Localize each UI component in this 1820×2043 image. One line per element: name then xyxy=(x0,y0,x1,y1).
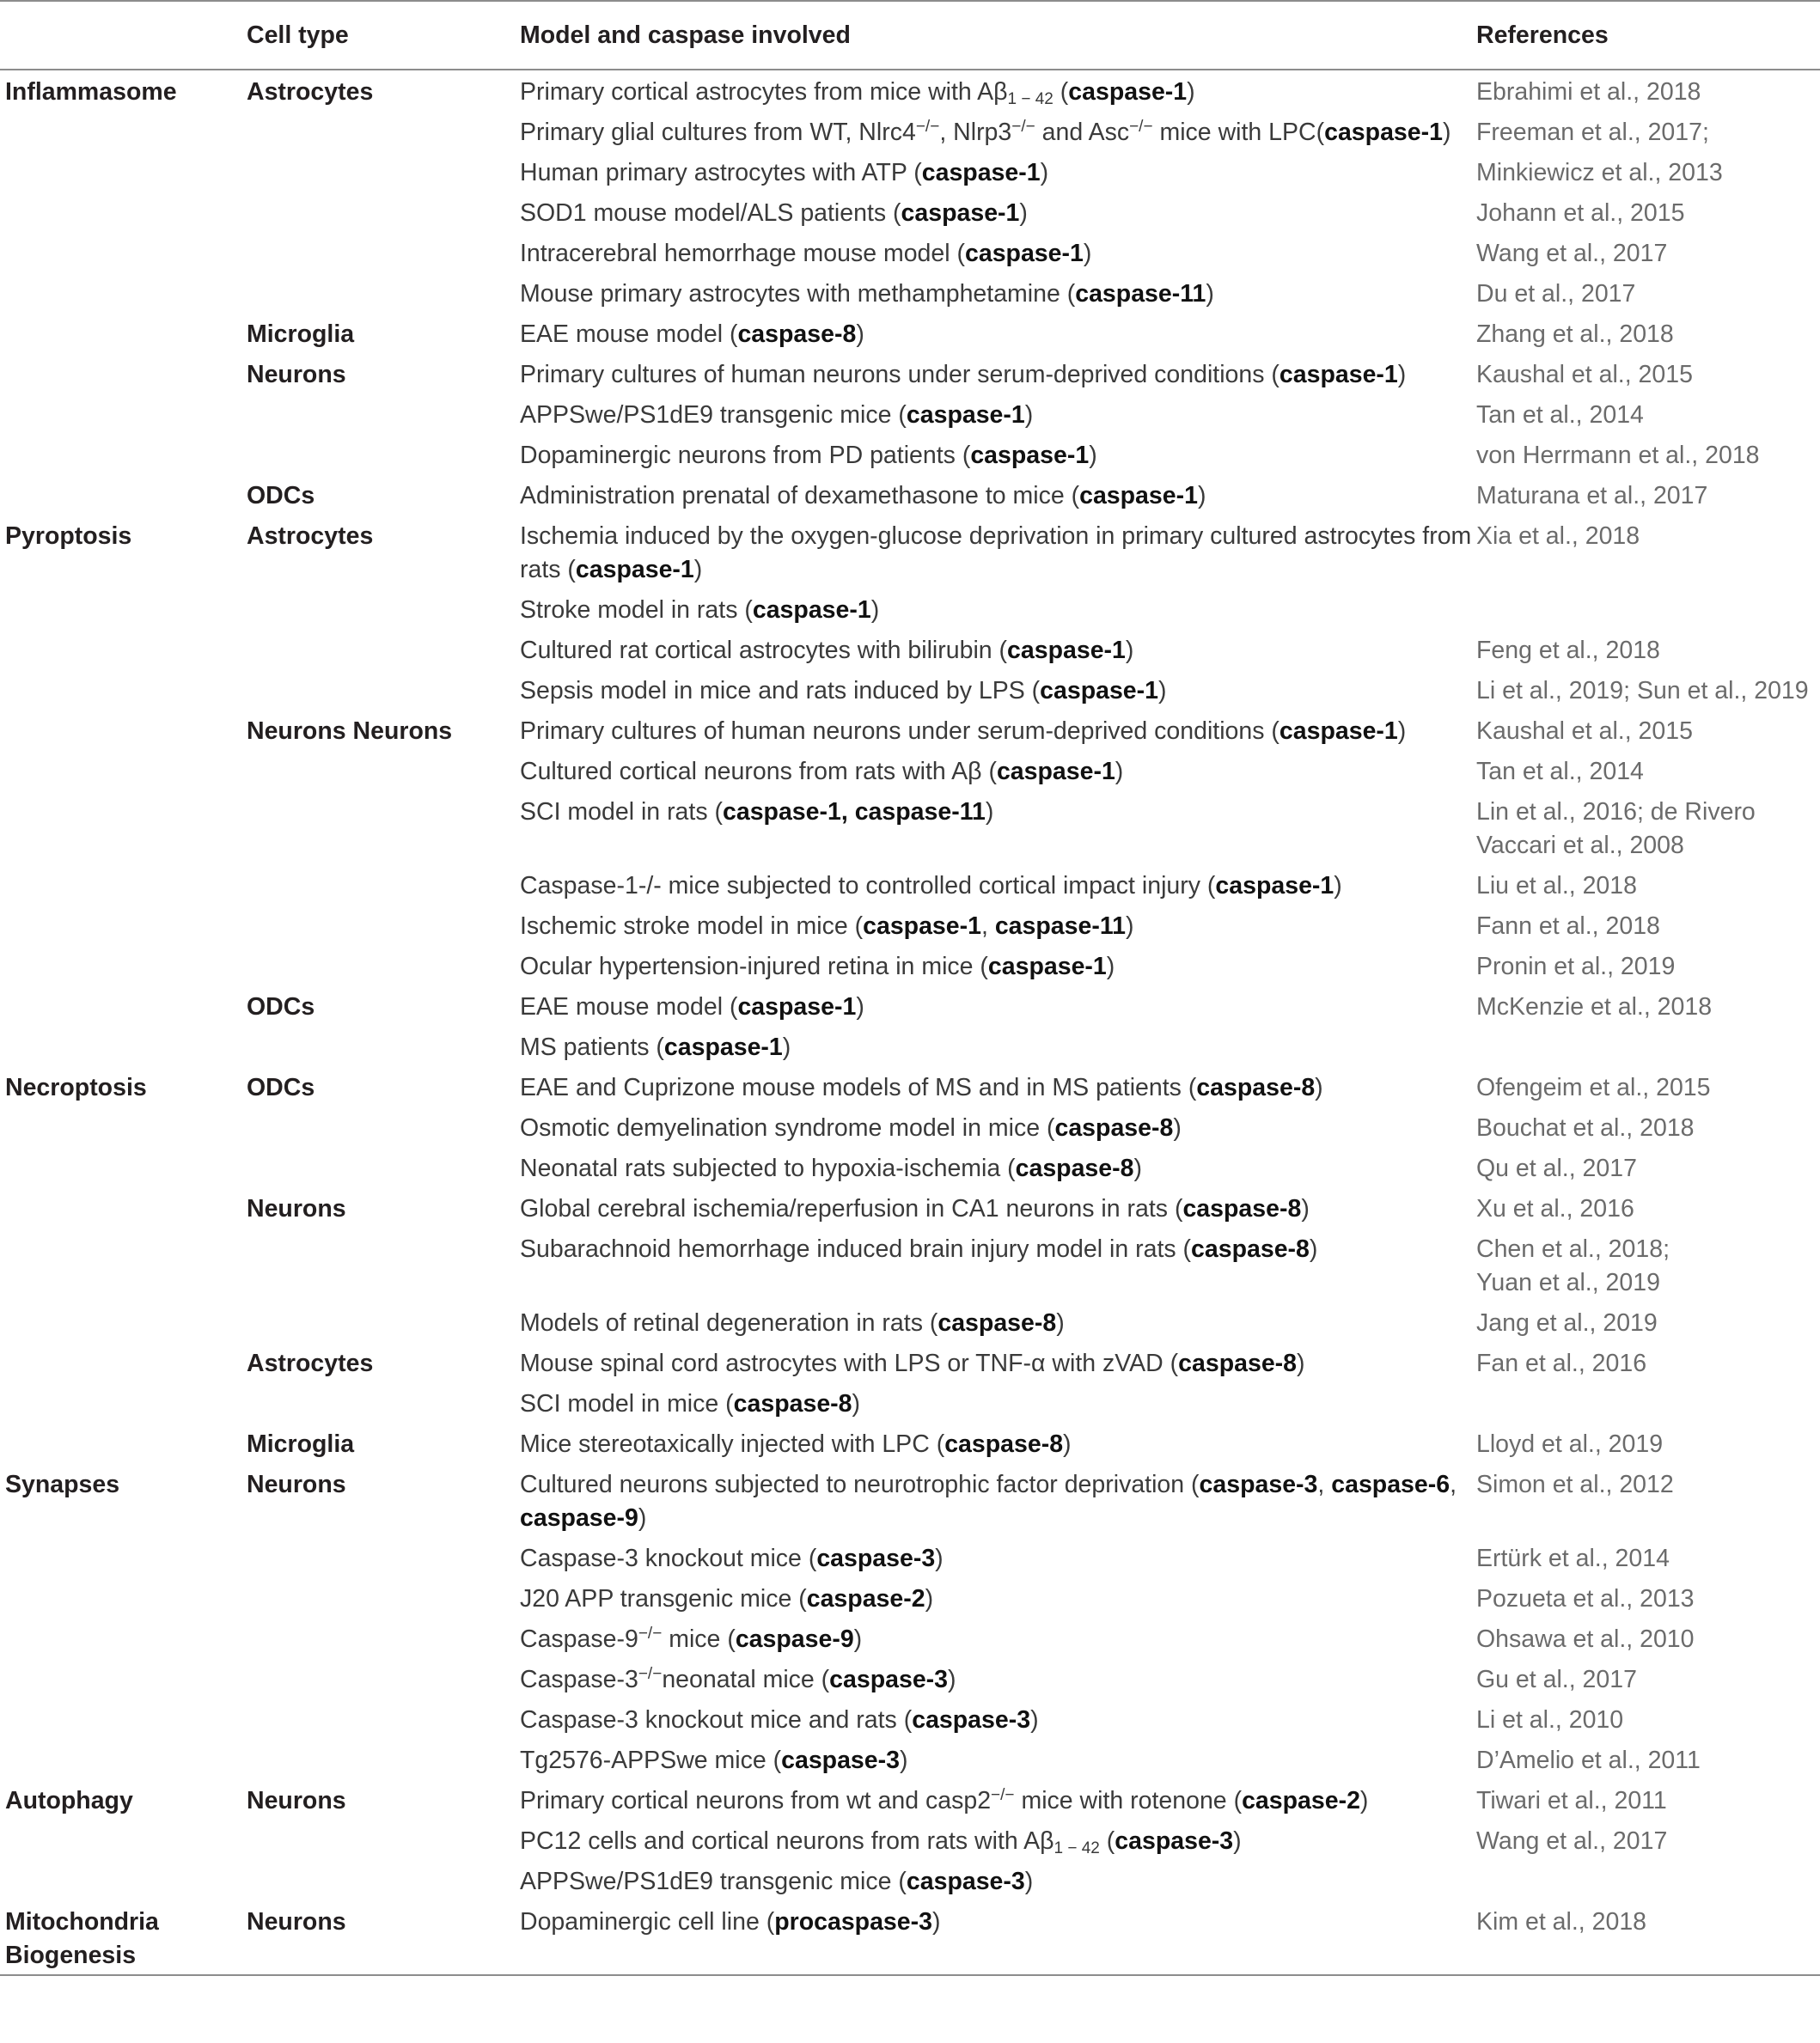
model-cell: APPSwe/PS1dE9 transgenic mice (caspase-1) xyxy=(520,401,1034,429)
category-cell xyxy=(0,1026,247,1066)
table-row xyxy=(0,1187,1820,1228)
model-cell: Dopaminergic neurons from PD patients (caspase-1) xyxy=(520,442,1097,469)
table-row xyxy=(0,669,1820,710)
cell-type-cell xyxy=(247,1698,520,1739)
table-row xyxy=(0,515,1820,589)
category-cell xyxy=(0,1820,247,1860)
model-cell: Caspase-9−/− mice (caspase-9) xyxy=(520,1625,863,1653)
reference-cell: Fan et al., 2016 xyxy=(1476,1350,1647,1377)
model-cell: Caspase-3 knockout mice (caspase-3) xyxy=(520,1545,944,1572)
cell-type-cell xyxy=(247,434,520,474)
table-row xyxy=(0,945,1820,985)
table-row xyxy=(0,1698,1820,1739)
reference-cell: Du et al., 2017 xyxy=(1476,280,1636,308)
category-cell xyxy=(0,1382,247,1423)
model-cell: Sepsis model in mice and rats induced by LPS (caspase-1) xyxy=(520,677,1167,704)
category-cell xyxy=(0,1860,247,1900)
category-cell xyxy=(0,1187,247,1228)
cell-type-cell xyxy=(247,864,520,905)
reference-cell: Ofengeim et al., 2015 xyxy=(1476,1074,1711,1101)
reference-cell: Kaushal et al., 2015 xyxy=(1476,361,1693,388)
model-cell: SCI model in rats (caspase-1, caspase-11) xyxy=(520,798,994,826)
table-row xyxy=(0,1658,1820,1698)
category-cell xyxy=(0,710,247,750)
category-cell xyxy=(0,1698,247,1739)
reference-cell: Jang et al., 2019 xyxy=(1476,1309,1658,1337)
table-row xyxy=(0,1860,1820,1900)
model-cell: Mice stereotaxically injected with LPC (caspase-8) xyxy=(520,1430,1072,1458)
reference-cell: Gu et al., 2017 xyxy=(1476,1666,1637,1693)
category-cell: Autophagy xyxy=(5,1787,133,1814)
cell-type-cell xyxy=(247,1026,520,1066)
cell-type-cell xyxy=(247,905,520,945)
table-row xyxy=(0,864,1820,905)
table-row xyxy=(0,985,1820,1026)
model-cell: Osmotic demyelination syndrome model in mice (caspase-8) xyxy=(520,1114,1182,1142)
reference-cell: Wang et al., 2017 xyxy=(1476,240,1668,267)
model-cell: Stroke model in rats (caspase-1) xyxy=(520,596,880,624)
reference-cell: Wang et al., 2017 xyxy=(1476,1827,1668,1855)
cell-type-cell xyxy=(247,1618,520,1658)
category-cell xyxy=(0,985,247,1026)
cell-type-cell: Astrocytes xyxy=(247,1350,374,1377)
cell-type-cell: Neurons xyxy=(247,361,346,388)
reference-cell: Li et al., 2010 xyxy=(1476,1706,1624,1734)
category-cell xyxy=(0,589,247,629)
table-row xyxy=(0,1066,1820,1107)
header-category xyxy=(0,1,247,70)
reference-cell: Pronin et al., 2019 xyxy=(1476,953,1676,980)
model-cell: Ischemic stroke model in mice (caspase-1, caspase-11) xyxy=(520,912,1134,940)
category-cell xyxy=(0,1739,247,1779)
cell-type-cell xyxy=(247,1860,520,1900)
reference-cell: Freeman et al., 2017; xyxy=(1476,119,1709,146)
table-row xyxy=(0,1423,1820,1463)
cell-type-cell xyxy=(247,192,520,232)
cell-type-cell: ODCs xyxy=(247,993,315,1021)
category-cell xyxy=(0,669,247,710)
table-row xyxy=(0,905,1820,945)
reference-cell: Tan et al., 2014 xyxy=(1476,758,1644,785)
reference-cell: Maturana et al., 2017 xyxy=(1476,482,1708,509)
model-cell: Subarachnoid hemorrhage induced brain injury model in rats (caspase-8) xyxy=(520,1235,1318,1263)
table-row xyxy=(0,474,1820,515)
model-cell: Ocular hypertension-injured retina in mice (caspase-1) xyxy=(520,953,1115,980)
cell-type-cell xyxy=(247,151,520,192)
model-cell: Primary glial cultures from WT, Nlrc4−/−, Nlrp3−/− and Asc−/− mice with LPC(caspase-1) xyxy=(520,118,1451,146)
category-cell xyxy=(0,1618,247,1658)
model-cell: EAE and Cuprizone mouse models of MS and in MS patients (caspase-8) xyxy=(520,1074,1323,1101)
model-cell: Caspase-3−/−neonatal mice (caspase-3) xyxy=(520,1665,956,1693)
category-cell xyxy=(0,1147,247,1187)
table-row xyxy=(0,1537,1820,1577)
cell-type-cell xyxy=(247,1107,520,1147)
cell-type-cell xyxy=(247,790,520,864)
category-cell xyxy=(0,313,247,353)
model-cell: Global cerebral ischemia/reperfusion in CA1 neurons in rats (caspase-8) xyxy=(520,1195,1310,1223)
reference-cell: McKenzie et al., 2018 xyxy=(1476,993,1713,1021)
model-cell: Primary cultures of human neurons under serum-deprived conditions (caspase-1) xyxy=(520,717,1407,745)
cell-type-cell xyxy=(247,1820,520,1860)
reference-cell: Pozueta et al., 2013 xyxy=(1476,1585,1695,1613)
category-cell: Pyroptosis xyxy=(5,522,132,550)
model-cell: Primary cortical neurons from wt and casp2−/− mice with rotenone (caspase-2) xyxy=(520,1786,1369,1814)
reference-cell: Ebrahimi et al., 2018 xyxy=(1476,78,1701,106)
table-row xyxy=(0,1382,1820,1423)
table-row xyxy=(0,151,1820,192)
table-row xyxy=(0,629,1820,669)
cell-type-cell xyxy=(247,669,520,710)
cell-type-cell: ODCs xyxy=(247,1074,315,1101)
table-row xyxy=(0,393,1820,434)
model-cell: MS patients (caspase-1) xyxy=(520,1034,791,1061)
category-cell xyxy=(0,945,247,985)
table-row xyxy=(0,1228,1820,1302)
cell-type-cell xyxy=(247,1537,520,1577)
cell-type-cell xyxy=(247,1302,520,1342)
cell-type-cell: ODCs xyxy=(247,482,315,509)
reference-cell: Xia et al., 2018 xyxy=(1476,522,1640,550)
category-cell xyxy=(0,1537,247,1577)
category-cell xyxy=(0,1658,247,1698)
category-cell xyxy=(0,434,247,474)
reference-cell: Feng et al., 2018 xyxy=(1476,637,1660,664)
reference-cell: Kim et al., 2018 xyxy=(1476,1908,1647,1936)
table-row xyxy=(0,1820,1820,1860)
table-row xyxy=(0,434,1820,474)
model-cell: J20 APP transgenic mice (caspase-2) xyxy=(520,1585,934,1613)
reference-cell: Johann et al., 2015 xyxy=(1476,199,1685,227)
model-cell: EAE mouse model (caspase-1) xyxy=(520,993,864,1021)
header-model: Model and caspase involved xyxy=(520,21,851,49)
category-cell xyxy=(0,629,247,669)
model-cell: Tg2576-APPSwe mice (caspase-3) xyxy=(520,1747,908,1774)
header-references: References xyxy=(1476,21,1609,49)
model-cell: Human primary astrocytes with ATP (caspase-1) xyxy=(520,159,1049,186)
cell-type-cell xyxy=(247,1382,520,1423)
category-cell xyxy=(0,1342,247,1382)
cell-type-cell xyxy=(247,589,520,629)
reference-cell xyxy=(1476,589,1820,629)
table-row xyxy=(0,70,1820,111)
category-cell xyxy=(0,1228,247,1302)
category-cell xyxy=(0,232,247,272)
reference-cell: Bouchat et al., 2018 xyxy=(1476,1114,1695,1142)
category-cell xyxy=(0,790,247,864)
cell-type-cell: Neurons xyxy=(247,1195,346,1223)
reference-cell: Lloyd et al., 2019 xyxy=(1476,1430,1664,1458)
reference-cell: Kaushal et al., 2015 xyxy=(1476,717,1693,745)
cell-type-cell xyxy=(247,1658,520,1698)
cell-type-cell: Microglia xyxy=(247,1430,355,1458)
table-row xyxy=(0,353,1820,393)
table-row xyxy=(0,750,1820,790)
cell-type-cell xyxy=(247,945,520,985)
table-row xyxy=(0,1302,1820,1342)
reference-cell: Fann et al., 2018 xyxy=(1476,912,1660,940)
category-cell xyxy=(0,864,247,905)
table-row xyxy=(0,313,1820,353)
cell-type-cell: Astrocytes xyxy=(247,522,374,550)
table-row xyxy=(0,710,1820,750)
reference-cell: Tiwari et al., 2011 xyxy=(1476,1787,1667,1814)
cell-type-cell: Neurons xyxy=(247,1471,346,1498)
category-cell xyxy=(0,905,247,945)
category-cell xyxy=(0,192,247,232)
category-cell: Synapses xyxy=(5,1471,120,1498)
cell-type-cell xyxy=(247,750,520,790)
category-cell xyxy=(0,1577,247,1618)
model-cell: Models of retinal degeneration in rats (caspase-8) xyxy=(520,1309,1065,1337)
table-body xyxy=(0,70,1820,1975)
category-cell xyxy=(0,353,247,393)
model-cell: Primary cultures of human neurons under serum-deprived conditions (caspase-1) xyxy=(520,361,1407,388)
table-row xyxy=(0,790,1820,864)
model-cell: PC12 cells and cortical neurons from rats with $A\beta_{1 - 42}$ (caspase-3) xyxy=(520,1827,1242,1857)
reference-cell: Li et al., 2019; Sun et al., 2019 xyxy=(1476,677,1809,704)
category-cell: Necroptosis xyxy=(5,1074,147,1101)
model-cell: Intracerebral hemorrhage mouse model (caspase-1) xyxy=(520,240,1092,267)
cell-type-cell: Microglia xyxy=(247,320,355,348)
category-cell xyxy=(0,272,247,313)
reference-cell: Chen et al., 2018; Yuan et al., 2019 xyxy=(1476,1235,1670,1296)
cell-type-cell xyxy=(247,1147,520,1187)
cell-type-cell xyxy=(247,393,520,434)
reference-cell xyxy=(1476,1860,1820,1900)
model-cell: Cultured neurons subjected to neurotrophic factor deprivation (caspase-3, caspase-6, caspase-9) xyxy=(520,1471,1457,1532)
model-cell: Neonatal rats subjected to hypoxia-ischemia (caspase-8) xyxy=(520,1155,1142,1182)
category-cell xyxy=(0,111,247,151)
cell-type-cell xyxy=(247,272,520,313)
reference-cell: Ohsawa et al., 2010 xyxy=(1476,1625,1695,1653)
cell-type-cell xyxy=(247,1577,520,1618)
header-cell-type: Cell type xyxy=(247,21,349,49)
table-row xyxy=(0,1147,1820,1187)
cell-type-cell xyxy=(247,111,520,151)
table-header-row xyxy=(0,1,1820,70)
model-cell: EAE mouse model (caspase-8) xyxy=(520,320,864,348)
model-cell: Cultured cortical neurons from rats with Aβ (caspase-1) xyxy=(520,758,1124,785)
table-row xyxy=(0,1026,1820,1066)
reference-cell: von Herrmann et al., 2018 xyxy=(1476,442,1760,469)
table-row xyxy=(0,192,1820,232)
cell-type-cell xyxy=(247,629,520,669)
cell-type-cell xyxy=(247,1739,520,1779)
model-cell: Mouse primary astrocytes with methamphetamine (caspase-11) xyxy=(520,280,1214,308)
table-row xyxy=(0,1107,1820,1147)
reference-cell: Xu et al., 2016 xyxy=(1476,1195,1634,1223)
cell-type-cell: Neurons Neurons xyxy=(247,717,453,745)
reference-cell: Lin et al., 2016; de Rivero Vaccari et al., 2008 xyxy=(1476,798,1756,859)
table-row xyxy=(0,1779,1820,1820)
table-row xyxy=(0,589,1820,629)
model-cell: SOD1 mouse model/ALS patients (caspase-1) xyxy=(520,199,1028,227)
model-cell: Caspase-1-/- mice subjected to controlled cortical impact injury (caspase-1) xyxy=(520,872,1342,900)
table-row xyxy=(0,1342,1820,1382)
model-cell: Administration prenatal of dexamethasone to mice (caspase-1) xyxy=(520,482,1206,509)
cell-type-cell: Astrocytes xyxy=(247,78,374,106)
model-cell: APPSwe/PS1dE9 transgenic mice (caspase-3) xyxy=(520,1868,1034,1895)
category-cell xyxy=(0,1302,247,1342)
reference-cell: Zhang et al., 2018 xyxy=(1476,320,1674,348)
category-cell xyxy=(0,151,247,192)
reference-cell: Qu et al., 2017 xyxy=(1476,1155,1637,1182)
cell-type-cell xyxy=(247,232,520,272)
category-cell xyxy=(0,1107,247,1147)
category-cell: Inflammasome xyxy=(5,78,177,106)
table-row xyxy=(0,1739,1820,1779)
reference-cell: Ertürk et al., 2014 xyxy=(1476,1545,1670,1572)
model-cell: SCI model in mice (caspase-8) xyxy=(520,1390,861,1418)
category-cell: Mitochondria Biogenesis xyxy=(5,1908,159,1969)
cell-type-cell: Neurons xyxy=(247,1787,346,1814)
cell-type-cell: Neurons xyxy=(247,1908,346,1936)
category-cell xyxy=(0,474,247,515)
category-cell xyxy=(0,393,247,434)
model-cell: Cultured rat cortical astrocytes with bilirubin (caspase-1) xyxy=(520,637,1134,664)
table-row xyxy=(0,1463,1820,1537)
table-row xyxy=(0,232,1820,272)
reference-cell: Simon et al., 2012 xyxy=(1476,1471,1674,1498)
reference-cell xyxy=(1476,1026,1820,1066)
table-row xyxy=(0,111,1820,151)
category-cell xyxy=(0,750,247,790)
reference-cell: Liu et al., 2018 xyxy=(1476,872,1637,900)
model-cell: Caspase-3 knockout mice and rats (caspase-3) xyxy=(520,1706,1039,1734)
model-cell: Mouse spinal cord astrocytes with LPS or TNF-α with zVAD (caspase-8) xyxy=(520,1350,1305,1377)
model-cell: Primary cortical astrocytes from mice with $A\beta_{1 - 42}$ (caspase-1) xyxy=(520,78,1195,108)
table-row xyxy=(0,272,1820,313)
model-cell: Dopaminergic cell line (procaspase-3) xyxy=(520,1908,941,1936)
category-cell xyxy=(0,1423,247,1463)
table-row xyxy=(0,1900,1820,1975)
cell-type-cell xyxy=(247,1228,520,1302)
table-row xyxy=(0,1577,1820,1618)
model-cell: Ischemia induced by the oxygen-glucose deprivation in primary cultured astrocytes from rats (caspase-1) xyxy=(520,522,1472,583)
reference-cell: D’Amelio et al., 2011 xyxy=(1476,1747,1701,1774)
reference-cell: Tan et al., 2014 xyxy=(1476,401,1644,429)
reference-cell: Minkiewicz et al., 2013 xyxy=(1476,159,1723,186)
table-row xyxy=(0,1618,1820,1658)
reference-cell xyxy=(1476,1382,1820,1423)
